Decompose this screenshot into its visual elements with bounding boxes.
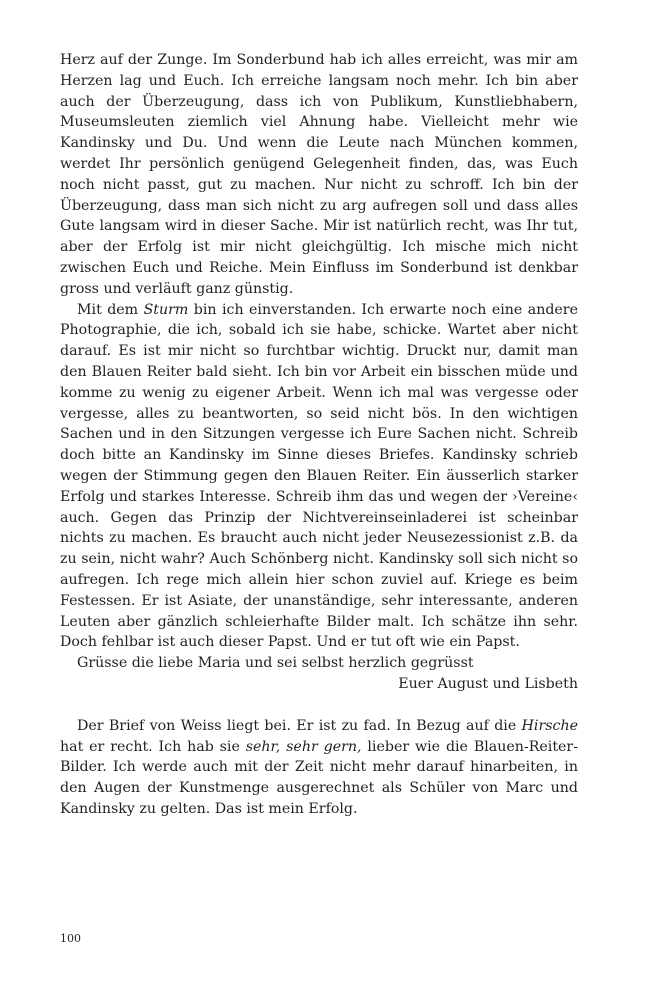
signature-line: Euer August und Lisbeth — [398, 675, 578, 692]
postscript-middle: hat er recht. Ich hab sie — [60, 738, 246, 755]
paragraph-2-start: Mit dem — [77, 301, 144, 318]
emphasis-sehr-gern: sehr, sehr gern, — [245, 738, 362, 755]
hirsche-title: Hirsche — [521, 717, 578, 734]
section-spacer — [60, 695, 578, 716]
postscript-paragraph — [60, 716, 578, 820]
sturm-title: Sturm — [143, 301, 189, 318]
paragraph-2 — [60, 300, 578, 654]
paragraph-1: Herz auf der Zunge. Im Sonderbund hab ich alles erreicht, was mir am Herzen lag und Euch. Ich erreiche langsam noch mehr. Ich bin aber auch der Überzeugung, dass ich von Publikum, Kunstliebhabern, Museumsleuten ziemlich viel Ahnung habe. Vielleicht mehr wie Kandinsky und Du. Und wenn die Leute nach München kommen, werdet Ihr persönlich genügend Gelegenheit finden, das, was Euch noch nicht passt, gut zu machen. Nur nicht zu schroff. Ich bin der Überzeugung, dass man sich nicht zu arg aufregen soll und dass alles Gute langsam wird in dieser Sache. Mir ist natürlich recht, was Ihr tut, aber der Erfolg ist mir nicht gleichgültig. Ich mische mich nicht zwischen Euch und Reiche. Mein Einfluss im Sonderbund ist denkbar gross und verläuft ganz günstig. — [60, 52, 578, 297]
page-number: 100 — [60, 932, 81, 945]
postscript-end: lieber wie die Blauen-Reiter-Bilder. Ich werde auch mit der Zeit nicht mehr darauf hinarbeiten, in den Augen der Kunstmenge ausgerechnet als Schüler von Marc und Kandinsky zu gelten. Das ist mein Erfolg. — [60, 738, 578, 817]
letter-body — [60, 50, 578, 820]
postscript-start: Der Brief von Weiss liegt bei. Er ist zu fad. In Bezug auf die — [77, 717, 522, 734]
greeting-line: Grüsse die liebe Maria und sei selbst herzlich gegrüsst — [77, 655, 474, 672]
paragraph-2-rest: bin ich einverstanden. Ich erwarte noch eine andere Photographie, die ich, sobald ich sie habe, schicke. Wartet aber nicht darauf. Es ist mir nicht so furchtbar wichtig. Druckt nur, damit man den Blauen Reiter bald sieht. Ich bin vor Arbeit ein bisschen müde und komme zu wenig zu eigener Arbeit. Wenn ich mal was vergesse oder vergesse, alles zu beantworten, so seid nicht bös. In den wichtigen Sachen und in den Sitzungen vergesse ich Eure Sachen nicht. Schreib doch bitte an Kandinsky im Sinne dieses Briefes. Kandinsky schrieb wegen der Stimmung gegen den Blauen Reiter. Ein äusserlich starker Erfolg und starkes Interesse. Schreib ihm das und wegen der ›Vereine‹ auch. Gegen das Prinzip der Nichtvereinseinladerei ist scheinbar nichts zu machen. Es braucht auch nicht jeder Neusezessionist z.B. da zu sein, nicht wahr? Auch Schönberg nicht. Kandinsky soll sich nicht so aufregen. Ich rege mich allein hier schon zuviel auf. Kriege es beim Festessen. Er ist Asiate, der unanständige, sehr interessante, anderen Leuten aber gänzlich schleierhafte Bilder malt. Ich schätze ihn sehr. Doch fehlbar ist auch dieser Papst. Und er tut oft wie ein Papst. — [60, 301, 578, 651]
